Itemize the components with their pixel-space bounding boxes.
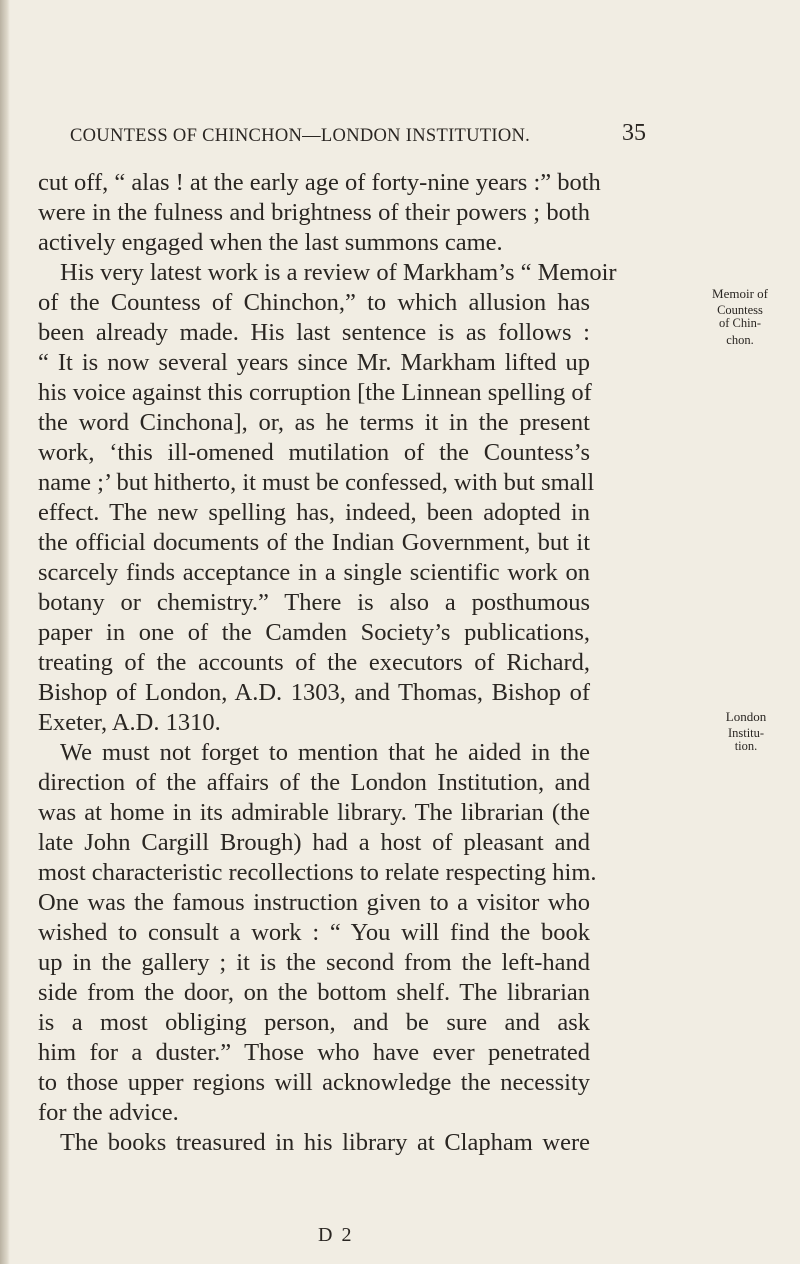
text-line: Bishop of London, A.D. 1303, and Thomas, Bishop of [38,679,590,706]
text-line: treating of the accounts of the executors of Richard, [38,649,590,676]
text-line: him for a duster.” Those who have ever penetrated [38,1039,590,1066]
text-line: paper in one of the Camden Society’s publications, [38,619,590,646]
margin-note-line: Countess [717,303,763,317]
text-line: most characteristic recollections to relate respecting him. [38,859,597,886]
text-line: been already made. His last sentence is as follows : [38,319,590,346]
book-spine-edge [0,0,10,1264]
body-text [38,168,617,1158]
text-line: is a most obliging person, and be sure and ask [38,1009,590,1036]
margin-note-line: of Chin- [718,316,761,330]
signature-mark: D 2 [318,1224,354,1246]
margin-note-london-institution [706,710,786,753]
margin-note-line: chon. [726,333,754,347]
text-line: side from the door, on the bottom shelf. The librarian [38,979,590,1006]
text-line: The books treasured in his library at Clapham were [60,1129,590,1156]
margin-note-line: tion. [734,739,758,753]
text-line: late John Cargill Brough) had a host of pleasant and [38,829,590,856]
text-line: direction of the affairs of the London Institution, and [38,769,590,796]
text-line: One was the famous instruction given to a visitor who [38,889,590,916]
text-line: the official documents of the Indian Government, but it [38,529,590,556]
text-line: “ It is now several years since Mr. Markham lifted up [38,349,590,376]
text-line: the word Cinchona], or, as he terms it in the present [38,409,590,436]
margin-note-memoir [700,287,780,347]
text-line: up in the gallery ; it is the second from the left-hand [38,949,590,976]
page-number: 35 [622,120,646,146]
margin-note-line: Memoir of [712,286,768,301]
text-line: His very latest work is a review of Markham’s “ Memoir [60,259,617,286]
text-line: botany or chemistry.” There is also a posthumous [38,589,590,616]
text-line: cut off, “ alas ! at the early age of forty-nine years :” both [38,169,601,196]
text-line: name ;’ but hitherto, it must be confessed, with but small [38,469,595,496]
text-line: were in the fulness and brightness of their powers ; both [38,199,590,226]
text-line: for the advice. [38,1099,179,1126]
text-line: his voice against this corruption [the Linnean spelling of [38,379,592,406]
text-line: Exeter, A.D. 1310. [38,709,221,736]
text-line: scarcely finds acceptance in a single scientific work on [38,559,590,586]
text-line: We must not forget to mention that he aided in the [60,739,590,766]
text-line: effect. The new spelling has, indeed, been adopted in [38,499,590,526]
running-title: COUNTESS OF CHINCHON—LONDON INSTITUTION. [70,126,531,146]
margin-note-line: Institu- [727,726,765,740]
text-line: of the Countess of Chinchon,” to which allusion has [38,289,590,316]
text-line: to those upper regions will acknowledge the necessity [38,1069,590,1096]
margin-note-line: London [725,709,767,724]
text-line: was at home in its admirable library. The librarian (the [38,799,590,826]
text-line: actively engaged when the last summons came. [38,229,503,256]
text-line: wished to consult a work : “ You will find the book [38,919,590,946]
text-line: work, ‘this ill-omened mutilation of the Countess’s [38,439,590,466]
